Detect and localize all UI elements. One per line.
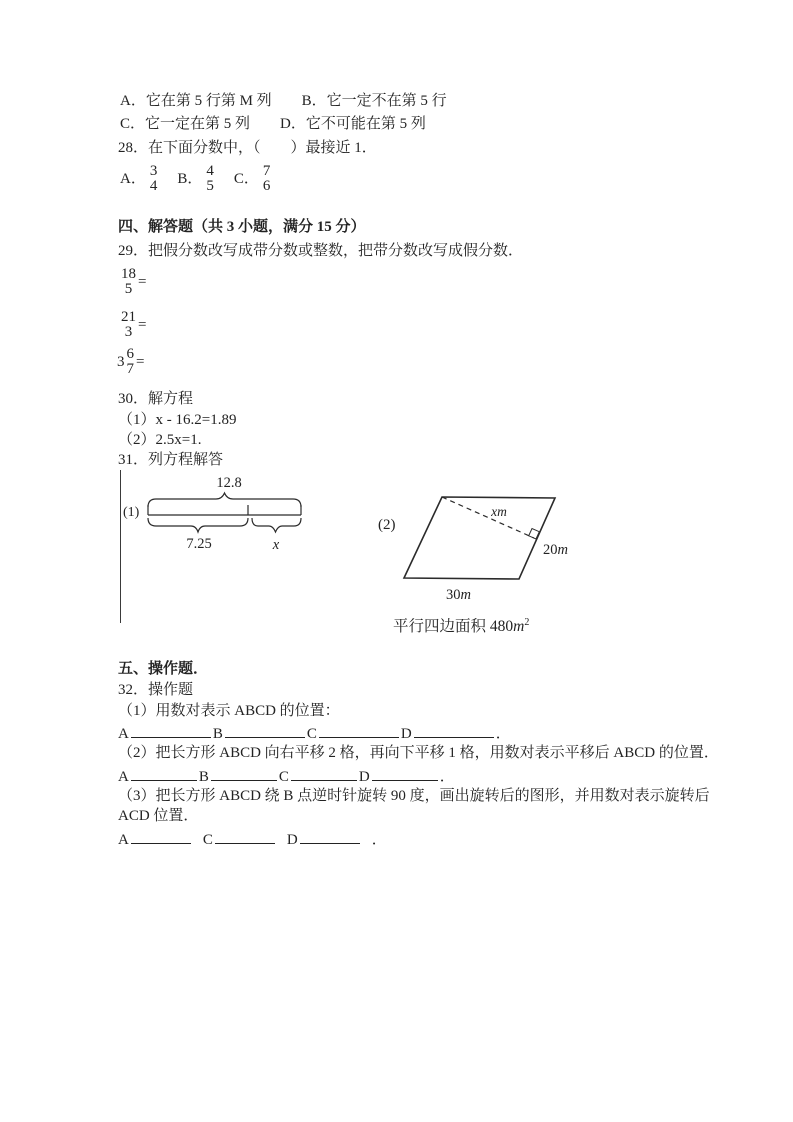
fraction <box>206 164 214 194</box>
q28-option-b <box>177 164 214 194</box>
q28-stem: 28．在下面分数中，（ ）最接近 1． <box>118 140 377 156</box>
base-number: 30 <box>446 587 461 603</box>
answer-blank <box>225 722 305 738</box>
q30-equation-2: （2）2.5x=1. <box>118 432 202 448</box>
q28-option-c <box>234 164 271 194</box>
q31-stem: 31．列方程解答 <box>118 452 224 468</box>
q29-stem: 29．把假分数改写成带分数或整数，把带分数改写成假分数． <box>118 243 524 259</box>
answer-blank <box>131 765 197 781</box>
blank-letter: C <box>278 769 289 785</box>
blank-letter: B <box>212 726 223 742</box>
q32-part3-line1: （3）把长方形 ABCD 绕 B 点逆时针旋转 90 度，画出旋转后的图形，并用数对表示旋转后 <box>118 788 710 804</box>
base-length-label <box>446 587 471 603</box>
blank-letter: D <box>400 726 412 742</box>
q28-option-a <box>120 164 157 194</box>
q32-stem: 32．操作题 <box>118 682 194 698</box>
right-under-brace <box>252 518 301 532</box>
q29-item-1 <box>119 267 146 297</box>
caption-text: 平行四边面积 <box>393 618 487 636</box>
blank-letter: A <box>118 726 129 742</box>
q32-blanks-line2 <box>118 765 455 786</box>
denominator: 6 <box>262 178 271 194</box>
denominator: 3 <box>124 324 133 340</box>
total-length-label: 12.8 <box>216 475 242 491</box>
q30-equation-1: （1）x - 16.2=1.89 <box>118 412 237 428</box>
diagonal-length-label: xm <box>491 504 507 519</box>
fraction <box>263 164 271 194</box>
equals-sign: = <box>136 353 145 370</box>
q32-part1: （1）用数对表示 ABCD 的位置： <box>118 703 340 719</box>
option-label: C． <box>233 170 259 187</box>
blank-letter: D <box>286 832 298 848</box>
line-end-period: ． <box>495 726 511 742</box>
answer-blank <box>319 722 399 738</box>
q32-blanks-line3 <box>118 828 387 849</box>
answer-blank <box>414 722 494 738</box>
denominator: 7 <box>126 361 134 377</box>
q29-item-3 <box>117 347 144 377</box>
bar-diagram <box>115 468 330 558</box>
top-brace <box>148 493 301 507</box>
side-unit: m <box>557 542 568 558</box>
numerator: 6 <box>126 346 134 362</box>
parallelogram-figure <box>395 488 580 605</box>
part-right-label: x <box>272 537 280 553</box>
fig2-label: (2) <box>378 517 396 533</box>
line-end-period: ． <box>439 769 455 785</box>
answer-blank <box>300 828 360 844</box>
bar-line <box>148 505 301 515</box>
line-end-period: ． <box>371 832 387 848</box>
answer-blank <box>372 765 438 781</box>
side-number: 20 <box>543 542 558 558</box>
fig2-caption <box>393 614 529 635</box>
q29-item-2 <box>119 310 146 340</box>
blank-letter: A <box>118 832 129 848</box>
caption-unit: m <box>513 618 525 636</box>
q27-options-line2: C．它一定在第 5 列 D．它不可能在第 5 列 <box>120 116 426 132</box>
left-under-brace <box>148 518 248 532</box>
fraction <box>121 310 136 340</box>
answer-blank <box>215 828 275 844</box>
part-left-label: 7.25 <box>186 536 212 552</box>
q30-stem: 30．解方程 <box>118 391 194 407</box>
fraction <box>121 267 136 297</box>
base-unit: m <box>460 587 471 603</box>
denominator: 5 <box>124 281 133 297</box>
section4-heading: 四、解答题（共 3 小题，满分 15 分） <box>118 219 366 235</box>
answer-blank <box>211 765 277 781</box>
answer-blank <box>291 765 357 781</box>
blank-letter: C <box>202 832 213 848</box>
equals-sign: = <box>138 316 147 333</box>
section5-heading: 五、操作题． <box>118 661 209 677</box>
blank-letter: D <box>358 769 370 785</box>
blank-letter: A <box>118 769 129 785</box>
fraction <box>150 164 158 194</box>
option-label: B． <box>177 170 203 187</box>
option-label: A． <box>120 170 146 187</box>
answer-blank <box>131 828 191 844</box>
whole-number: 3 <box>117 353 125 370</box>
equals-sign: = <box>138 273 147 290</box>
side-length-label <box>543 542 568 558</box>
numerator: 4 <box>206 163 214 179</box>
denominator: 4 <box>149 178 158 194</box>
numerator: 18 <box>121 266 136 282</box>
blank-letter: C <box>306 726 317 742</box>
diagonal-dashed-line <box>442 497 534 538</box>
q28-options <box>120 162 290 196</box>
q32-part3-line2: ACD 位置． <box>118 808 199 824</box>
numerator: 3 <box>149 163 158 179</box>
parallelogram <box>404 497 555 579</box>
fraction <box>127 347 135 377</box>
caption-area-value: 480 <box>489 618 514 636</box>
fig1-label: (1) <box>123 505 140 520</box>
numerator: 7 <box>262 163 271 179</box>
q32-blanks-line1 <box>118 722 511 743</box>
answer-blank <box>131 722 211 738</box>
blank-letter: B <box>198 769 209 785</box>
denominator: 5 <box>206 178 214 194</box>
q32-part2: （2）把长方形 ABCD 向右平移 2 格，再向下平移 1 格，用数对表示平移后 ABCD 的位置． <box>118 745 719 761</box>
numerator: 21 <box>121 309 136 325</box>
caption-exponent: 2 <box>524 617 530 628</box>
q27-options-line1: A．它在第 5 行第 M 列 B．它一定不在第 5 行 <box>120 93 447 109</box>
